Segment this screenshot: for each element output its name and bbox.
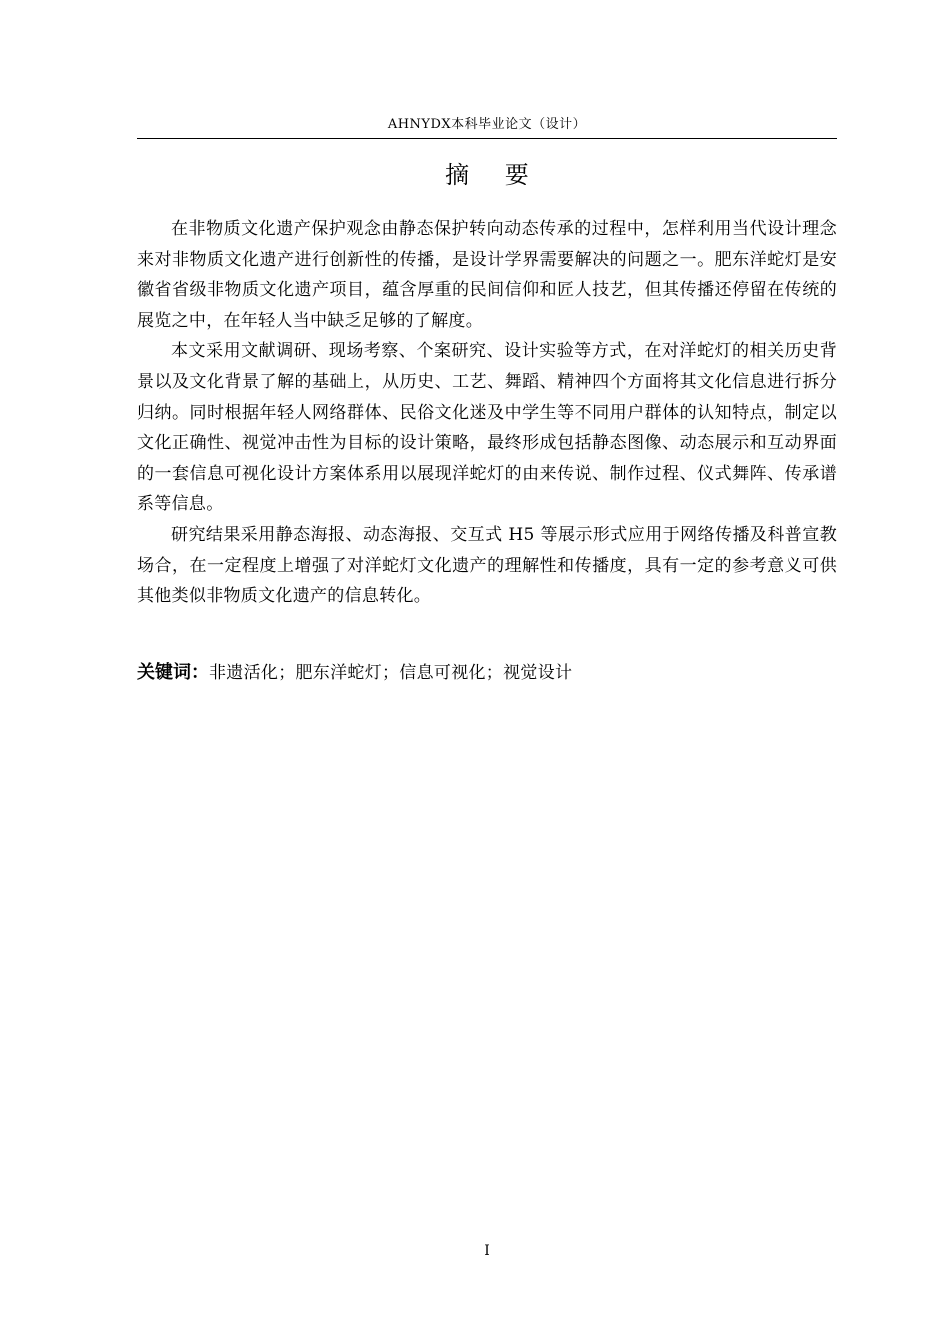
abstract-body xyxy=(137,214,837,612)
running-header: AHNYDX本科毕业论文（设计） xyxy=(387,117,587,132)
header-divider xyxy=(137,138,837,139)
keywords-values: 非遗活化；肥东洋蛇灯；信息可视化；视觉设计 xyxy=(209,663,573,683)
abstract-paragraph: 本文采用文献调研、现场考察、个案研究、设计实验等方式，在对洋蛇灯的相关历史背景以及文化背景了解的基础上，从历史、工艺、舞蹈、精神四个方面将其文化信息进行拆分归纳。同时根据年轻人网络群体、民俗文化迷及中学生等不同用户群体的认知特点，制定以文化正确性、视觉冲击性为目标的设计策略，最终形成包括静态图像、动态展示和互动界面的一套信息可视化设计方案体系用以展现洋蛇灯的由来传说、制作过程、仪式舞阵、传承谱系等信息。 xyxy=(137,341,837,515)
keywords-line xyxy=(137,659,837,687)
abstract-paragraph: 研究结果采用静态海报、动态海报、交互式 H5 等展示形式应用于网络传播及科普宣教场合，在一定程度上增强了对洋蛇灯文化遗产的理解性和传播度，具有一定的参考意义可供其他类似非物质文化遗产的信息转化。 xyxy=(137,524,837,607)
keywords-label: 关键词： xyxy=(137,662,209,683)
page-title: 摘 要 xyxy=(445,161,543,189)
page-number: I xyxy=(484,1243,490,1259)
abstract-paragraph: 在非物质文化遗产保护观念由静态保护转向动态传承的过程中，怎样利用当代设计理念来对非物质文化遗产进行创新性的传播，是设计学界需要解决的问题之一。肥东洋蛇灯是安徽省省级非物质文化遗产项目，蕴含厚重的民间信仰和匠人技艺，但其传播还停留在传统的展览之中，在年轻人当中缺乏足够的了解度。 xyxy=(137,219,837,331)
